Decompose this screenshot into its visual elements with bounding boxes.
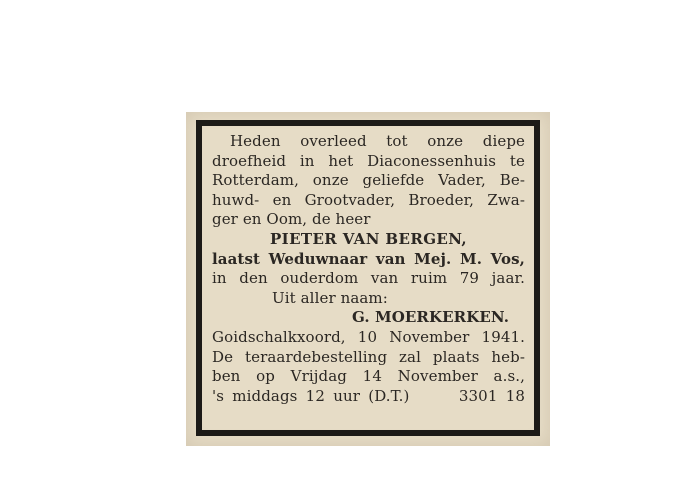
mourning-border-top xyxy=(196,120,539,126)
mourning-border-left xyxy=(196,120,202,436)
mourning-border-right xyxy=(534,120,540,436)
notice-line: ger en Oom, de heer xyxy=(212,210,371,229)
death-notice-clipping xyxy=(186,112,550,446)
notice-line: laatst Weduwnaar van Mej. M. Vos, xyxy=(212,249,525,268)
notice-line: 's middags 12 uur (D.T.) 3301 18 xyxy=(212,386,525,405)
place-date-line: Goidschalkxoord, 10 November 1941. xyxy=(212,327,525,346)
notice-text xyxy=(212,132,525,406)
signatory-name: G. MOERKERKEN. xyxy=(352,308,510,327)
deceased-name: PIETER VAN BERGEN, xyxy=(269,229,468,248)
notice-line: ben op Vrijdag 14 November a.s., xyxy=(212,367,525,386)
notice-line: Rotterdam, onze geliefde Vader, Be- xyxy=(212,171,525,190)
notice-line: Heden overleed tot onze diepe xyxy=(230,132,525,150)
notice-line: in den ouderdom van ruim 79 jaar. xyxy=(212,269,525,288)
mourning-border-bottom xyxy=(196,430,539,436)
notice-line: Uit aller naam: xyxy=(272,288,388,307)
notice-line: huwd- en Grootvader, Broeder, Zwa- xyxy=(212,190,525,209)
notice-line: De teraardebestelling zal plaats heb- xyxy=(212,347,525,366)
notice-line: droefheid in het Diaconessenhuis te xyxy=(212,151,525,170)
